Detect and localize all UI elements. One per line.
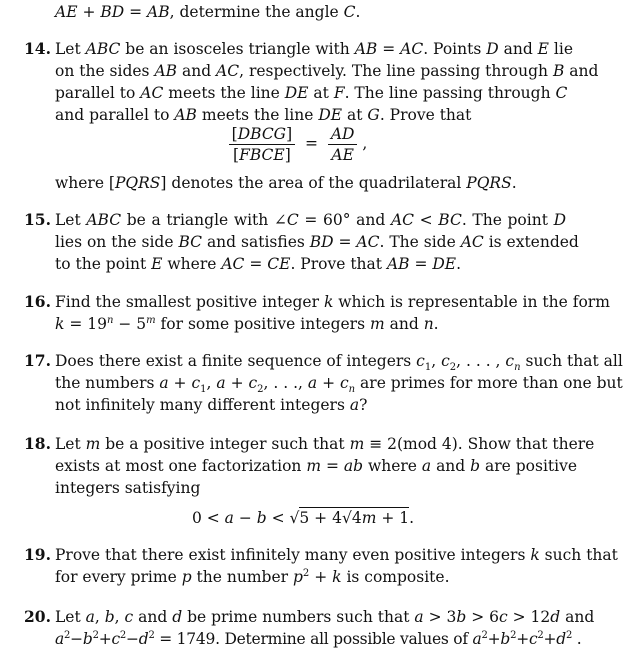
problem-19-line-2: for every prime p the number $p^2 + k$ is composite. [55, 567, 450, 586]
problem-17-line-2: the numbers $a + c_1$, $a + c_2$, . . ., $a + c_n$ are primes for more than one but [55, 374, 623, 396]
problem-14-line-4: and parallel to AB meets the line DE at G. Prove that [55, 106, 472, 124]
problem-number: 16. [24, 292, 51, 311]
problem-15-line-3: to the point E where AC = CE. Prove that AB = DE. [55, 255, 462, 273]
problem-16-line-2: $k = 19^n - 5^m$ for some positive integers m and n. [55, 314, 439, 333]
problem-16-line-1: Find the smallest positive integer k which is representable in the form [55, 293, 610, 311]
problem-17-line-1: Does there exist a finite sequence of integers $c_1$, $c_2$, . . . , $c_n$ such that all [55, 352, 623, 374]
problem-15-line-1: Let ABC be a triangle with ∠C = 60° and AC < BC. The point D [55, 211, 567, 229]
problem-number: 20. [24, 607, 51, 626]
problem-20-line-1: Let a, b, c and d be prime numbers such that a > 3b > 6c > 12d and [55, 608, 595, 626]
problem-18-inequality: 0 < a − b < √5 + 4√4m + 1. [191, 509, 415, 527]
problem-14-line-6: where [PQRS] denotes the area of the quadrilateral PQRS. [55, 174, 517, 192]
problem-number: 14. [24, 39, 51, 58]
problem-20-line-2: $a^2-b^2+c^2-d^2 = 1749$. Determine all possible values of $a^2+b^2+c^2+d^2$ . [55, 629, 582, 648]
problem-18-line-3: integers satisfying [55, 479, 201, 497]
problem-19-line-1: Prove that there exist infinitely many even positive integers k such that [55, 546, 618, 564]
problem-18-line-2: exists at most one factorization m = ab where a and b are positive [55, 457, 578, 475]
problem-number: 18. [24, 434, 51, 453]
problem-number: 15. [24, 210, 51, 229]
problem-17-line-3: not infinitely many different integers a? [55, 396, 368, 414]
problem-14-line-1: Let ABC be an isosceles triangle with AB = AC. Points D and E lie [55, 40, 574, 58]
intro-line: AE + BD = AB, determine the angle C. [55, 3, 361, 21]
problem-14-line-3: parallel to AC meets the line DE at F. The line passing through C [55, 84, 568, 102]
problem-number: 19. [24, 545, 51, 564]
problem-18-line-1: Let m be a positive integer such that m ≡ 2(mod 4). Show that there [55, 435, 595, 453]
problem-14-equation: $\frac{\text{[DBCG]}}{\text{[FBCE]}}$ = $\frac{AD}{AE}$ , [0, 124, 596, 165]
problem-number: 17. [24, 351, 51, 370]
problem-14-line-2: on the sides AB and AC, respectively. The line passing through B and [55, 62, 599, 80]
problem-15-line-2: lies on the side BC and satisfies BD = AC. The side AC is extended [55, 233, 579, 251]
